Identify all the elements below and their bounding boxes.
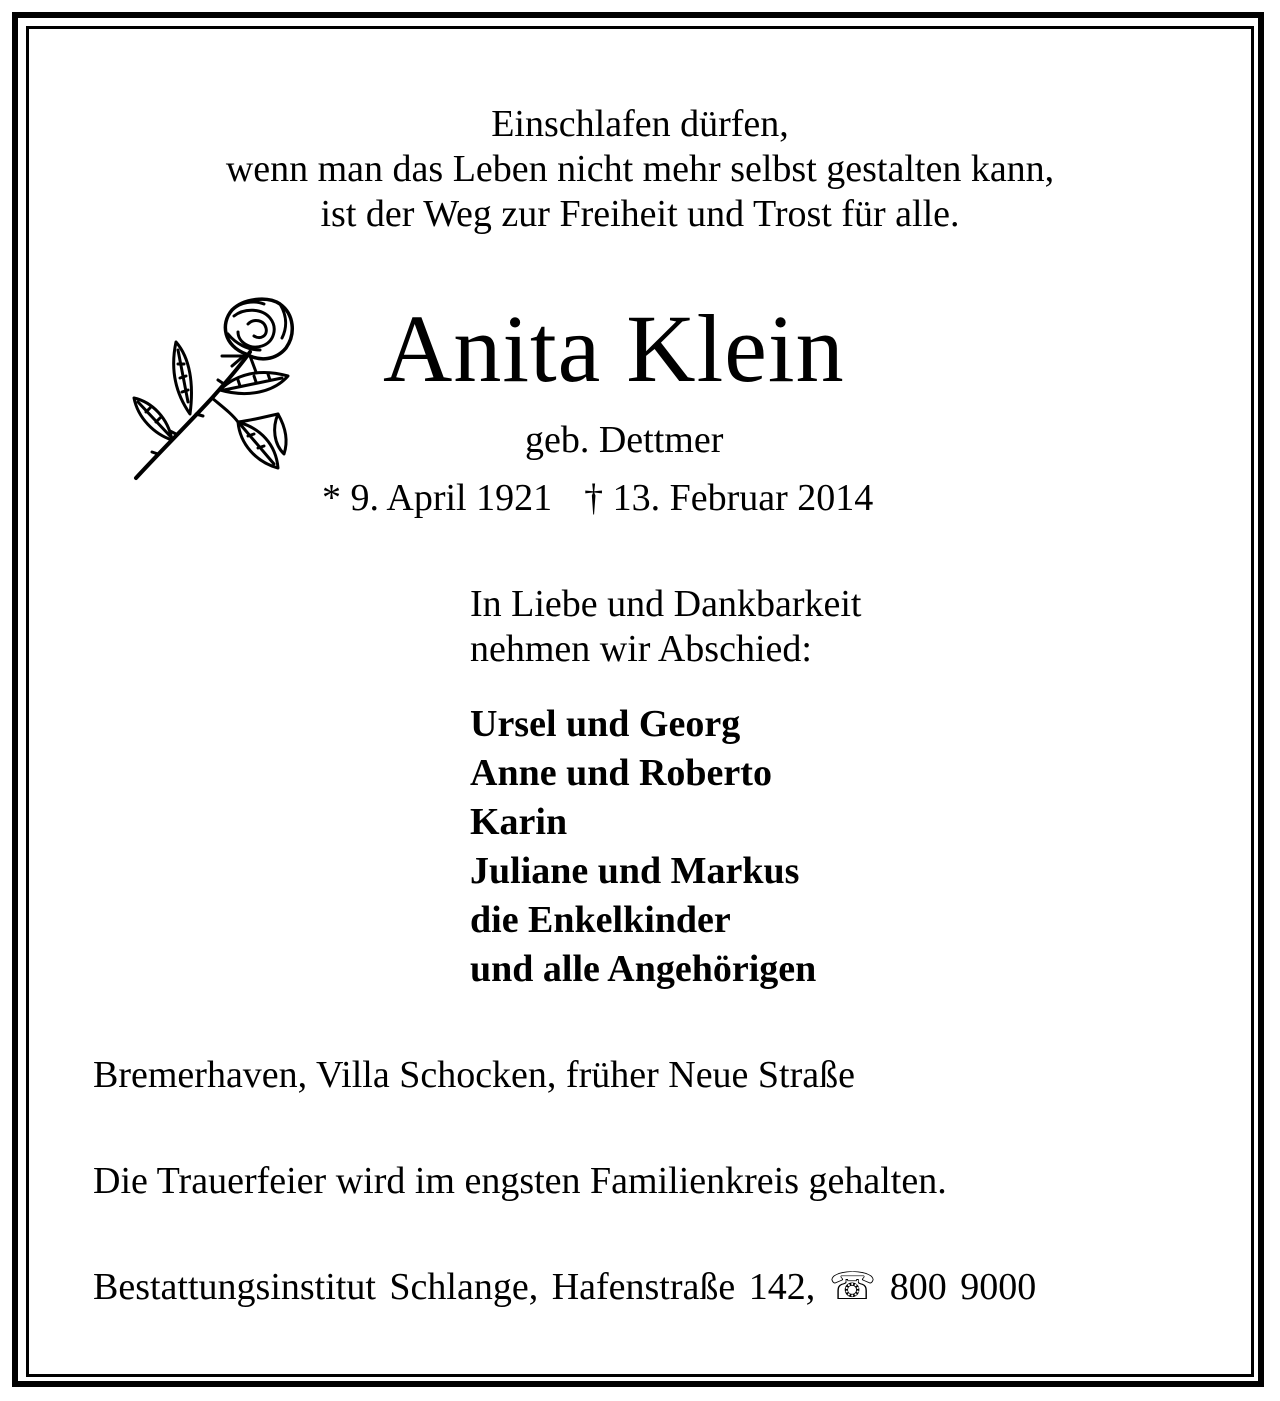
farewell-line-1: In Liebe und Dankbarkeit (470, 583, 862, 625)
rose-icon (128, 294, 300, 484)
motto-line-3: ist der Weg zur Freiheit und Trost für alle. (320, 193, 960, 235)
mourner-entry: Juliane und Markus (470, 850, 800, 892)
mourner-entry: und alle Angehörigen (470, 948, 817, 990)
mourner-entry: Anne und Roberto (470, 752, 772, 794)
mourner-entry: Karin (470, 801, 568, 843)
motto (0, 102, 1280, 237)
death-date: † 13. Februar 2014 (584, 477, 874, 519)
mourners-list (470, 700, 816, 994)
motto-line-2: wenn man das Leben nicht mehr selbst gestalten kann, (225, 148, 1055, 190)
farewell-line-2: nehmen wir Abschied: (470, 628, 812, 670)
farewell-text (470, 582, 861, 672)
life-dates (322, 476, 873, 520)
deceased-name: Anita Klein (383, 295, 845, 402)
undertaker-contact: Bestattungsinstitut Schlange, Hafenstraße 142, ☏ 800 9000 (93, 1266, 1037, 1308)
motto-line-1: Einschlafen dürfen, (491, 103, 789, 145)
birth-date: * 9. April 1921 (322, 477, 553, 519)
address-line: Bremerhaven, Villa Schocken, früher Neue Straße (93, 1054, 856, 1096)
ceremony-note: Die Trauerfeier wird im engsten Familienkreis gehalten. (93, 1160, 947, 1202)
mourner-entry: Ursel und Georg (470, 703, 741, 745)
maiden-name: geb. Dettmer (525, 419, 724, 461)
mourner-entry: die Enkelkinder (470, 899, 731, 941)
